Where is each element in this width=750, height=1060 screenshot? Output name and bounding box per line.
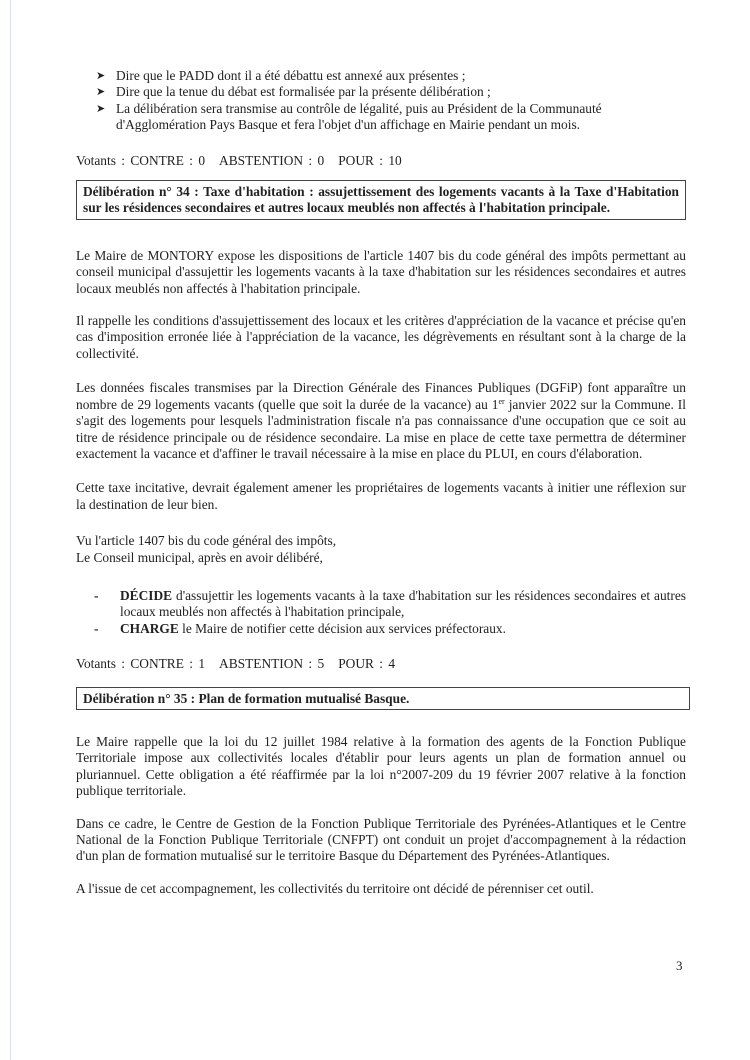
decision-list [76,588,686,637]
paragraph: Il rappelle les conditions d'assujettissement des locaux et les critères d'appréciation de la vacance et précise qu'en cas d'imposition erronée liée à l'appréciation de la vacance, les dégrèvements en résultant sont à la charge de la collectivité. [76,313,686,361]
legal-reference: Vu l'article 1407 bis du code général des impôts, [76,533,337,549]
arrow-bullet-icon: ➤ [96,102,106,115]
vote-contre: Votants : CONTRE : 0 [76,152,206,168]
vote-results-2 [76,656,686,672]
vote-abstention: ABSTENTION : 5 [219,656,325,672]
paragraph: Dans ce cadre, le Centre de Gestion de la Fonction Publique Territoriale des Pyrénées-Atlantiques et le Centre National de la Fonction Publique Territoriale (CNFPT) ont conduit un projet d'accompagnement à la rédaction d'un plan de formation mutualisé sur le territoire Basque du Département des Pyrénées-Atlantiques. [76,815,686,864]
list-item: ➤ Dire que la tenue du débat est formalisée par la présente délibération ; [96,84,491,100]
document-page [76,68,686,897]
vote-results-1 [76,153,686,169]
resolution-bullet-list [76,68,686,134]
paragraph: Les données fiscales transmises par la Direction Générale des Finances Publiques (DGFiP) font apparaître un nombre de 29 logements vacants (quelle que soit la durée de la vacance) au 1er janvier 2022 sur la Commune. Il s'agit des logements pour lesquels l'administration fiscale n'a pas connaissance d'une occupation que ce soit au titre de résidence principale ou de résidence secondaire. La mise en place de cette taxe permettra de déterminer exactement la vacance et d'affiner le travail nécessaire à la mise en place du PLUI, en cours d'élaboration. [76,380,686,461]
deliberation-35-title: Délibération n° 35 : Plan de formation mutualisé Basque. [76,687,690,710]
paragraph: Le Maire de MONTORY expose les dispositions de l'article 1407 bis du code général des impôts permettant au conseil municipal d'assujettir les logements vacants à la taxe d'habitation sur les résidences secondaires et autres locaux meublés non affectés à l'habitation principale. [76,247,686,296]
paragraph: A l'issue de cet accompagnement, les collectivités du territoire ont décidé de pérenniser cet outil. [76,880,594,896]
paragraph: Le Maire rappelle que la loi du 12 juillet 1984 relative à la formation des agents de la Fonction Publique Territoriale impose aux collectivités locales d'établir pour leurs agents un plan de formation annuel ou pluriannuel. Cette obligation a été réaffirmée par la loi n°2007-209 du 19 février 2007 relative à la fonction publique territoriale. [76,733,686,799]
dash-bullet-icon: - [94,620,99,636]
vote-abstention: ABSTENTION : 0 [219,152,325,168]
vote-pour: POUR : 4 [338,656,396,672]
deliberation-34-title: Délibération n° 34 : Taxe d'habitation : assujettissement des logements vacants à la Taxe d'Habitation sur les résidences secondaires et autres locaux meublés non affectés à l'habitation principale. [76,180,686,220]
paragraph: Cette taxe incitative, devrait également amener les propriétaires de logements vacants à initier une réflexion sur la destination de leur bien. [76,480,686,512]
council-statement: Le Conseil municipal, après en avoir délibéré, [76,549,323,565]
list-item: ➤ La délibération sera transmise au contrôle de légalité, puis au Président de la Communauté d'Agglomération Pays Basque et fera l'objet d'un affichage en Mairie pendant un mois. [96,100,602,133]
list-item: - CHARGE le Maire de notifier cette décision aux services préfectoraux. [94,620,506,636]
page-number: 3 [676,958,683,973]
arrow-bullet-icon: ➤ [96,86,106,99]
arrow-bullet-icon: ➤ [96,70,106,82]
vote-contre: Votants : CONTRE : 1 [76,656,206,672]
dash-bullet-icon: - [94,587,99,603]
page-edge-line [10,0,11,1060]
list-item: - DÉCIDE d'assujettir les logements vacants à la taxe d'habitation sur les résidences secondaires et autres locaux meublés non affectés à l'habitation principale, [94,587,686,620]
vote-pour: POUR : 10 [338,152,402,168]
list-item: ➤ Dire que le PADD dont il a été débattu est annexé aux présentes ; [96,68,466,83]
